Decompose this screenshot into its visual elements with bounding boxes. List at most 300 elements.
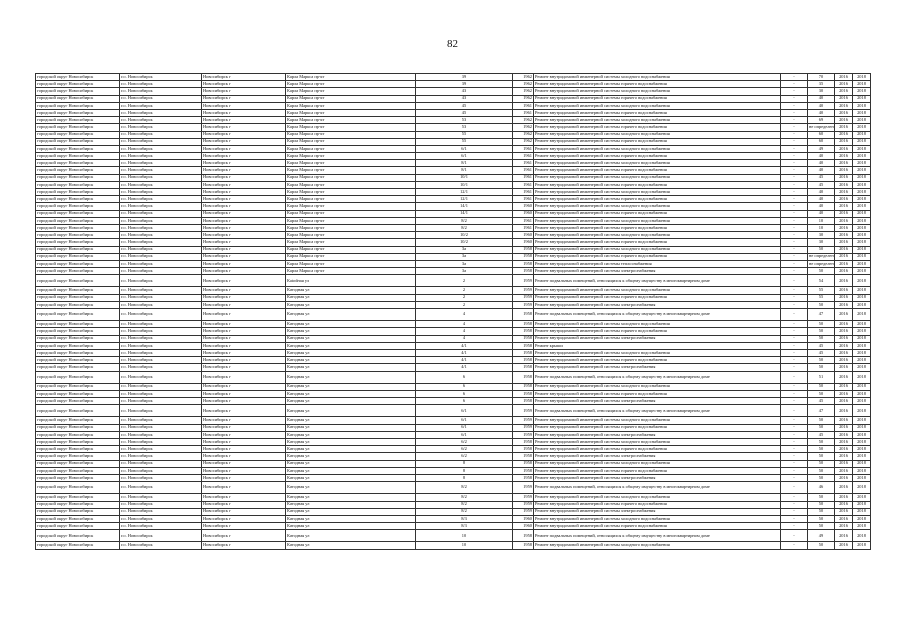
cell-settlement: г.о. Новосибирск — [120, 523, 202, 530]
table-row — [36, 309, 871, 321]
cell-settlement: г.о. Новосибирск — [120, 124, 202, 131]
cell-work-type: Ремонт внутридомовой инженерной системы горячего водоснабжения — [534, 467, 781, 474]
cell-municipality: городской округ Новосибирск — [36, 328, 120, 335]
cell-house-number: 14/1 — [416, 210, 513, 217]
cell-house-number: 3а — [416, 268, 513, 275]
cell-work-type: Ремонт внутридомовой инженерной системы холодного водоснабжения — [534, 102, 781, 109]
cell-city: Новосибирск г — [202, 275, 286, 287]
cell-end-year: 2018 — [853, 131, 871, 138]
cell-house-number: 6/2 — [416, 453, 513, 460]
cell-dash: - — [781, 109, 808, 116]
cell-street: Карла Маркса пр-кт — [286, 196, 416, 203]
cell-municipality: городской округ Новосибирск — [36, 501, 120, 508]
cell-work-type: Ремонт внутридомовой инженерной системы горячего водоснабжения — [534, 239, 781, 246]
cell-work-type: Ремонт внутридомовой инженерной системы холодного водоснабжения — [534, 349, 781, 356]
table-row — [36, 460, 871, 467]
cell-street: Карла Маркса пр-кт — [286, 260, 416, 267]
cell-house-number: 8 — [416, 460, 513, 467]
cell-city: Новосибирск г — [202, 328, 286, 335]
cell-settlement: г.о. Новосибирск — [120, 138, 202, 145]
cell-end-year: 2018 — [853, 124, 871, 131]
cell-dash: - — [781, 328, 808, 335]
table-row — [36, 530, 871, 542]
cell-municipality: городской округ Новосибирск — [36, 203, 120, 210]
cell-build-year: 1962 — [513, 131, 534, 138]
cell-house-number: 3а — [416, 246, 513, 253]
cell-city: Новосибирск г — [202, 124, 286, 131]
cell-build-year: 1961 — [513, 189, 534, 196]
cell-municipality: городской округ Новосибирск — [36, 217, 120, 224]
table-row — [36, 239, 871, 246]
cell-house-number: 6 — [416, 390, 513, 397]
cell-start-year: 2016 — [835, 349, 853, 356]
cell-house-number: 2 — [416, 301, 513, 308]
cell-municipality: городской округ Новосибирск — [36, 88, 120, 95]
cell-dash: - — [781, 138, 808, 145]
table-row — [36, 453, 871, 460]
table-row — [36, 189, 871, 196]
cell-end-year: 2018 — [853, 383, 871, 390]
cell-build-year: 1959 — [513, 508, 534, 515]
cell-settlement: г.о. Новосибирск — [120, 335, 202, 342]
cell-dash: - — [781, 174, 808, 181]
cell-start-year: 2016 — [835, 321, 853, 328]
cell-build-year: 1961 — [513, 181, 534, 188]
table-row — [36, 439, 871, 446]
cell-work-type: Ремонт внутридомовой инженерной системы электроснабжения — [534, 474, 781, 481]
cell-build-year: 1959 — [513, 405, 534, 417]
cell-city: Новосибирск г — [202, 287, 286, 294]
cell-dash: - — [781, 268, 808, 275]
cell-street: Катодная ул — [286, 390, 416, 397]
cell-volume: 30 — [808, 232, 835, 239]
table-row — [36, 246, 871, 253]
cell-start-year: 2016 — [835, 260, 853, 267]
cell-dash: - — [781, 523, 808, 530]
cell-start-year: 2016 — [835, 153, 853, 160]
table-row — [36, 153, 871, 160]
cell-street: Катодная ул — [286, 417, 416, 424]
cell-municipality: городской округ Новосибирск — [36, 405, 120, 417]
cell-street: Карла Маркса пр-кт — [286, 102, 416, 109]
cell-build-year: 1960 — [513, 515, 534, 522]
cell-municipality: городской округ Новосибирск — [36, 232, 120, 239]
cell-settlement: г.о. Новосибирск — [120, 301, 202, 308]
cell-municipality: городской округ Новосибирск — [36, 342, 120, 349]
cell-start-year: 2016 — [835, 95, 853, 102]
cell-build-year: 1958 — [513, 542, 534, 549]
cell-street: Катодная ул — [286, 542, 416, 549]
cell-house-number: 2 — [416, 294, 513, 301]
table-row — [36, 383, 871, 390]
cell-start-year: 2016 — [835, 287, 853, 294]
cell-street: Карла Маркса пр-кт — [286, 138, 416, 145]
cell-city: Новосибирск г — [202, 74, 286, 81]
cell-city: Новосибирск г — [202, 88, 286, 95]
table-row — [36, 181, 871, 188]
cell-work-type: Ремонт внутридомовой инженерной системы горячего водоснабжения — [534, 196, 781, 203]
cell-start-year: 2016 — [835, 232, 853, 239]
cell-municipality: городской округ Новосибирск — [36, 364, 120, 371]
cell-settlement: г.о. Новосибирск — [120, 405, 202, 417]
cell-build-year: 1962 — [513, 81, 534, 88]
cell-municipality: городской округ Новосибирск — [36, 102, 120, 109]
cell-settlement: г.о. Новосибирск — [120, 109, 202, 116]
cell-city: Новосибирск г — [202, 474, 286, 481]
cell-city: Новосибирск г — [202, 508, 286, 515]
cell-end-year: 2018 — [853, 494, 871, 501]
cell-work-type: Ремонт внутридомовой инженерной системы горячего водоснабжения — [534, 95, 781, 102]
cell-dash: - — [781, 189, 808, 196]
cell-build-year: 1960 — [513, 203, 534, 210]
cell-house-number: 4 — [416, 335, 513, 342]
cell-volume: 50 — [808, 542, 835, 549]
cell-volume: 40 — [808, 109, 835, 116]
cell-municipality: городской округ Новосибирск — [36, 145, 120, 152]
cell-build-year: 1962 — [513, 138, 534, 145]
cell-end-year: 2018 — [853, 460, 871, 467]
table-row — [36, 131, 871, 138]
cell-city: Новосибирск г — [202, 321, 286, 328]
cell-end-year: 2018 — [853, 390, 871, 397]
table-row — [36, 417, 871, 424]
table-row — [36, 196, 871, 203]
cell-settlement: г.о. Новосибирск — [120, 145, 202, 152]
cell-house-number: 12/1 — [416, 196, 513, 203]
cell-start-year: 2016 — [835, 294, 853, 301]
cell-dash: - — [781, 453, 808, 460]
cell-city: Новосибирск г — [202, 439, 286, 446]
cell-start-year: 2016 — [835, 203, 853, 210]
cell-volume: 35 — [808, 81, 835, 88]
cell-start-year: 2016 — [835, 81, 853, 88]
cell-house-number: 43 — [416, 95, 513, 102]
table-row — [36, 210, 871, 217]
cell-dash: - — [781, 431, 808, 438]
cell-start-year: 2016 — [835, 398, 853, 405]
cell-municipality: городской округ Новосибирск — [36, 390, 120, 397]
cell-city: Новосибирск г — [202, 253, 286, 260]
cell-municipality: городской округ Новосибирск — [36, 467, 120, 474]
cell-city: Новосибирск г — [202, 494, 286, 501]
cell-volume: 50 — [808, 515, 835, 522]
cell-start-year: 2016 — [835, 390, 853, 397]
cell-dash: - — [781, 203, 808, 210]
cell-dash: - — [781, 239, 808, 246]
cell-work-type: Ремонт внутридомовой инженерной системы горячего водоснабжения — [534, 446, 781, 453]
cell-city: Новосибирск г — [202, 383, 286, 390]
cell-settlement: г.о. Новосибирск — [120, 95, 202, 102]
cell-build-year: 1958 — [513, 246, 534, 253]
table-row — [36, 523, 871, 530]
table-row — [36, 88, 871, 95]
cell-street: Катодная ул — [286, 364, 416, 371]
cell-work-type: Ремонт внутридомовой инженерной системы холодного водоснабжения — [534, 494, 781, 501]
cell-house-number: 4/1 — [416, 364, 513, 371]
cell-volume: 50 — [808, 335, 835, 342]
cell-work-type: Ремонт внутридомовой инженерной системы электроснабжения — [534, 364, 781, 371]
cell-dash: - — [781, 515, 808, 522]
cell-work-type: Ремонт подвальных помещений, относящихся к общему имуществу в многоквартирном доме — [534, 371, 781, 383]
cell-start-year: 2016 — [835, 246, 853, 253]
cell-work-type: Ремонт подвальных помещений, относящихся к общему имуществу в многоквартирном доме — [534, 275, 781, 287]
cell-street: Катодная ул — [286, 523, 416, 530]
cell-house-number: 14/1 — [416, 203, 513, 210]
cell-city: Новосибирск г — [202, 239, 286, 246]
table-row — [36, 446, 871, 453]
cell-work-type: Ремонт внутридомовой инженерной системы теплоснабжения — [534, 260, 781, 267]
table-row — [36, 260, 871, 267]
cell-settlement: г.о. Новосибирск — [120, 203, 202, 210]
cell-volume: 60 — [808, 138, 835, 145]
cell-build-year: 1958 — [513, 439, 534, 446]
cell-end-year: 2018 — [853, 95, 871, 102]
cell-end-year: 2018 — [853, 321, 871, 328]
cell-build-year: 1958 — [513, 342, 534, 349]
cell-street: Катодная ул — [286, 494, 416, 501]
cell-house-number: 6 — [416, 398, 513, 405]
cell-city: Новосибирск г — [202, 131, 286, 138]
cell-settlement: г.о. Новосибирск — [120, 530, 202, 542]
table-row — [36, 349, 871, 356]
cell-work-type: Ремонт внутридомовой инженерной системы холодного водоснабжения — [534, 321, 781, 328]
cell-build-year: 1959 — [513, 417, 534, 424]
cell-dash: - — [781, 542, 808, 549]
cell-end-year: 2018 — [853, 167, 871, 174]
table-row — [36, 232, 871, 239]
table-row — [36, 203, 871, 210]
cell-build-year: 1958 — [513, 253, 534, 260]
cell-city: Новосибирск г — [202, 460, 286, 467]
cell-end-year: 2018 — [853, 357, 871, 364]
cell-dash: - — [781, 224, 808, 231]
cell-street: Карла Маркса пр-кт — [286, 145, 416, 152]
cell-build-year: 1961 — [513, 109, 534, 116]
cell-volume: 50 — [808, 467, 835, 474]
cell-work-type: Ремонт внутридомовой инженерной системы холодного водоснабжения — [534, 189, 781, 196]
cell-municipality: городской округ Новосибирск — [36, 515, 120, 522]
cell-work-type: Ремонт внутридомовой инженерной системы холодного водоснабжения — [534, 232, 781, 239]
cell-work-type: Ремонт внутридомовой инженерной системы холодного водоснабжения — [534, 287, 781, 294]
cell-start-year: 2016 — [835, 530, 853, 542]
cell-municipality: городской округ Новосибирск — [36, 371, 120, 383]
cell-municipality: городской округ Новосибирск — [36, 398, 120, 405]
cell-start-year: 2016 — [835, 515, 853, 522]
cell-city: Новосибирск г — [202, 102, 286, 109]
cell-house-number: 8/3 — [416, 523, 513, 530]
cell-build-year: 1958 — [513, 390, 534, 397]
cell-end-year: 2018 — [853, 474, 871, 481]
cell-start-year: 2016 — [835, 482, 853, 494]
cell-build-year: 1959 — [513, 482, 534, 494]
page-number: 82 — [447, 38, 458, 50]
cell-house-number: 6/1 — [416, 405, 513, 417]
cell-street: Карла Маркса пр-кт — [286, 210, 416, 217]
cell-city: Новосибирск г — [202, 153, 286, 160]
cell-settlement: г.о. Новосибирск — [120, 260, 202, 267]
cell-volume: 45 — [808, 398, 835, 405]
cell-volume: 50 — [808, 328, 835, 335]
cell-house-number: 12/1 — [416, 189, 513, 196]
cell-street: Катодная ул — [286, 287, 416, 294]
cell-end-year: 2018 — [853, 349, 871, 356]
cell-start-year: 2016 — [835, 383, 853, 390]
cell-city: Новосибирск г — [202, 482, 286, 494]
cell-build-year: 1962 — [513, 95, 534, 102]
cell-municipality: городской округ Новосибирск — [36, 124, 120, 131]
cell-city: Новосибирск г — [202, 268, 286, 275]
cell-dash: - — [781, 364, 808, 371]
cell-work-type: Ремонт внутридомовой инженерной системы горячего водоснабжения — [534, 424, 781, 431]
cell-house-number: 8/1 — [416, 160, 513, 167]
cell-settlement: г.о. Новосибирск — [120, 74, 202, 81]
cell-municipality: городской округ Новосибирск — [36, 357, 120, 364]
cell-city: Новосибирск г — [202, 357, 286, 364]
cell-house-number: 8/2 — [416, 217, 513, 224]
table-row — [36, 217, 871, 224]
cell-dash: - — [781, 446, 808, 453]
cell-end-year: 2018 — [853, 138, 871, 145]
cell-dash: - — [781, 508, 808, 515]
cell-volume: 30 — [808, 239, 835, 246]
cell-build-year: 1958 — [513, 474, 534, 481]
cell-settlement: г.о. Новосибирск — [120, 117, 202, 124]
cell-build-year: 1960 — [513, 239, 534, 246]
cell-work-type: Ремонт внутридомовой инженерной системы горячего водоснабжения — [534, 328, 781, 335]
table-row — [36, 95, 871, 102]
cell-start-year: 2016 — [835, 501, 853, 508]
cell-end-year: 2018 — [853, 160, 871, 167]
cell-street: Карла Маркса пр-кт — [286, 88, 416, 95]
cell-volume: 45 — [808, 342, 835, 349]
cell-work-type: Ремонт внутридомовой инженерной системы холодного водоснабжения — [534, 383, 781, 390]
cell-house-number: 4 — [416, 321, 513, 328]
cell-settlement: г.о. Новосибирск — [120, 349, 202, 356]
cell-start-year: 2016 — [835, 74, 853, 81]
cell-house-number: 39 — [416, 81, 513, 88]
table-row — [36, 501, 871, 508]
cell-work-type: Ремонт подвальных помещений, относящихся к общему имуществу в многоквартирном доме — [534, 530, 781, 542]
table-row — [36, 253, 871, 260]
cell-end-year: 2018 — [853, 364, 871, 371]
cell-city: Новосибирск г — [202, 224, 286, 231]
cell-city: Новосибирск г — [202, 294, 286, 301]
cell-city: Новосибирск г — [202, 515, 286, 522]
cell-start-year: 2016 — [835, 467, 853, 474]
repair-schedule-table — [35, 73, 871, 550]
cell-street: Катодная ул — [286, 453, 416, 460]
cell-build-year: 1961 — [513, 153, 534, 160]
cell-dash: - — [781, 95, 808, 102]
cell-street: Катодная ул — [286, 371, 416, 383]
cell-start-year: 2016 — [835, 460, 853, 467]
cell-end-year: 2018 — [853, 482, 871, 494]
cell-municipality: городской округ Новосибирск — [36, 117, 120, 124]
cell-settlement: г.о. Новосибирск — [120, 474, 202, 481]
cell-house-number: 8/3 — [416, 515, 513, 522]
cell-city: Новосибирск г — [202, 335, 286, 342]
cell-start-year: 2016 — [835, 301, 853, 308]
cell-end-year: 2018 — [853, 189, 871, 196]
cell-work-type: Ремонт внутридомовой инженерной системы горячего водоснабжения — [534, 138, 781, 145]
cell-start-year: 2016 — [835, 217, 853, 224]
cell-settlement: г.о. Новосибирск — [120, 439, 202, 446]
cell-volume: 40 — [808, 196, 835, 203]
cell-volume: не определен — [809, 253, 834, 259]
cell-volume: 40 — [808, 95, 835, 102]
cell-dash: - — [781, 460, 808, 467]
cell-settlement: г.о. Новосибирск — [120, 467, 202, 474]
cell-volume: 40 — [808, 153, 835, 160]
cell-settlement: г.о. Новосибирск — [120, 268, 202, 275]
cell-dash: - — [781, 275, 808, 287]
cell-municipality: городской округ Новосибирск — [36, 431, 120, 438]
cell-city: Новосибирск г — [202, 117, 286, 124]
cell-settlement: г.о. Новосибирск — [120, 383, 202, 390]
cell-house-number: 8 — [416, 474, 513, 481]
cell-settlement: г.о. Новосибирск — [120, 542, 202, 549]
cell-start-year: 2016 — [835, 474, 853, 481]
cell-work-type: Ремонт внутридомовой инженерной системы горячего водоснабжения — [534, 224, 781, 231]
cell-dash: - — [781, 117, 808, 124]
cell-work-type: Ремонт внутридомовой инженерной системы электроснабжения — [534, 453, 781, 460]
cell-work-type: Ремонт внутридомовой инженерной системы холодного водоснабжения — [534, 542, 781, 549]
cell-house-number: 8/2 — [416, 494, 513, 501]
cell-city: Новосибирск г — [202, 203, 286, 210]
cell-volume: 45 — [808, 181, 835, 188]
cell-city: Новосибирск г — [202, 364, 286, 371]
cell-street: Катодная ул — [286, 431, 416, 438]
cell-build-year: 1961 — [513, 160, 534, 167]
cell-end-year: 2018 — [853, 294, 871, 301]
cell-work-type: Ремонт внутридомовой инженерной системы электроснабжения — [534, 301, 781, 308]
table-row — [36, 117, 871, 124]
cell-city: Новосибирск г — [202, 260, 286, 267]
cell-municipality: городской округ Новосибирск — [36, 301, 120, 308]
cell-work-type: Ремонт внутридомовой инженерной системы холодного водоснабжения — [534, 74, 781, 81]
cell-build-year: 1958 — [513, 453, 534, 460]
cell-volume: 50 — [808, 417, 835, 424]
cell-build-year: 1961 — [513, 174, 534, 181]
cell-build-year: 1961 — [513, 224, 534, 231]
cell-build-year: 1958 — [513, 321, 534, 328]
cell-volume: 40 — [808, 210, 835, 217]
cell-start-year: 2016 — [835, 523, 853, 530]
cell-house-number: 6 — [416, 371, 513, 383]
cell-work-type: Ремонт внутридомовой инженерной системы электроснабжения — [534, 335, 781, 342]
cell-start-year: 2016 — [835, 109, 853, 116]
cell-settlement: г.о. Новосибирск — [120, 371, 202, 383]
cell-municipality: городской округ Новосибирск — [36, 224, 120, 231]
cell-start-year: 2016 — [835, 239, 853, 246]
cell-street: Карла Маркса пр-кт — [286, 160, 416, 167]
cell-street: Каtodная ул — [286, 275, 416, 287]
cell-build-year: 1958 — [513, 398, 534, 405]
cell-work-type: Ремонт внутридомовой инженерной системы холодного водоснабжения — [534, 117, 781, 124]
cell-build-year: 1961 — [513, 145, 534, 152]
cell-city: Новосибирск г — [202, 349, 286, 356]
cell-end-year: 2018 — [853, 309, 871, 321]
cell-city: Новосибирск г — [202, 309, 286, 321]
cell-settlement: г.о. Новосибирск — [120, 501, 202, 508]
cell-city: Новосибирск г — [202, 196, 286, 203]
cell-municipality: городской округ Новосибирск — [36, 508, 120, 515]
cell-house-number: 4/1 — [416, 342, 513, 349]
cell-work-type: Ремонт внутридомовой инженерной системы холодного водоснабжения — [534, 417, 781, 424]
cell-house-number: 2 — [416, 275, 513, 287]
cell-build-year: 1959 — [513, 431, 534, 438]
cell-end-year: 2018 — [853, 224, 871, 231]
